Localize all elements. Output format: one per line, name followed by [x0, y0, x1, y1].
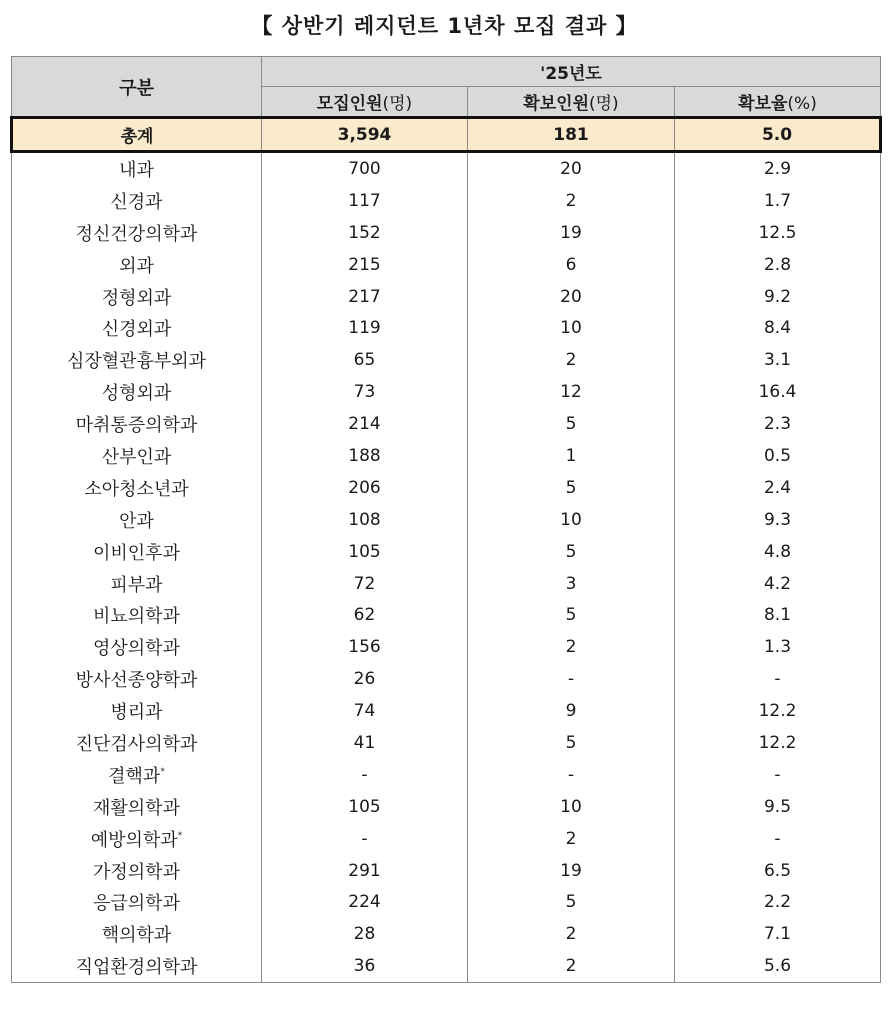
recruit-count: 700 [262, 152, 468, 185]
secured-header-unit: (명) [589, 94, 619, 114]
recruit-count: 152 [262, 217, 468, 249]
page-title: 【 상반기 레지던트 1년차 모집 결과 】 [251, 14, 638, 38]
secured-rate: 2.8 [675, 249, 881, 281]
department-name-cell [12, 472, 262, 504]
department-name-cell [12, 440, 262, 472]
department-name-cell [12, 759, 262, 791]
recruit-count: 156 [262, 631, 468, 663]
table-row [12, 823, 881, 855]
recruit-count: 74 [262, 695, 468, 727]
department-name: 마취통증의학과 [75, 415, 198, 437]
secured-rate: 8.4 [675, 312, 881, 344]
department-name: 신경과 [110, 191, 163, 213]
department-name-cell [12, 217, 262, 249]
department-name: 영상의학과 [93, 638, 180, 660]
table-row [12, 440, 881, 472]
department-name-cell [12, 918, 262, 950]
rate-header-label: 확보율 [738, 94, 788, 114]
recruit-count: 206 [262, 472, 468, 504]
table-row [12, 568, 881, 600]
secured-count: 5 [468, 472, 675, 504]
table-row [12, 663, 881, 695]
recruit-count: 217 [262, 281, 468, 313]
footnote-mark: * [160, 766, 165, 777]
table-row [12, 950, 881, 982]
department-name-cell [12, 663, 262, 695]
table-row [12, 217, 881, 249]
footnote-mark: * [177, 830, 183, 841]
secured-count: 10 [468, 312, 675, 344]
secured-rate: 12.2 [675, 695, 881, 727]
department-name-cell [12, 631, 262, 663]
department-name-cell [12, 855, 262, 887]
total-rate: 5.0 [675, 118, 881, 152]
secured-rate: 7.1 [675, 918, 881, 950]
department-name-cell [12, 312, 262, 344]
department-name-cell [12, 504, 262, 536]
table-row [12, 918, 881, 950]
table-row [12, 185, 881, 217]
department-name-cell [12, 281, 262, 313]
table-row [12, 249, 881, 281]
recruit-count: 26 [262, 663, 468, 695]
recruit-count: 291 [262, 855, 468, 887]
secured-count: - [468, 759, 675, 791]
total-secured: 181 [468, 118, 675, 152]
department-name: 안과 [119, 510, 154, 532]
secured-count: 2 [468, 631, 675, 663]
department-name: 결핵과 [108, 765, 161, 787]
secured-rate: - [675, 823, 881, 855]
department-name-cell [12, 344, 262, 376]
secured-count: 5 [468, 408, 675, 440]
secured-rate: 12.5 [675, 217, 881, 249]
secured-rate: 3.1 [675, 344, 881, 376]
table-row [12, 599, 881, 631]
table-body [12, 118, 881, 983]
department-name: 외과 [119, 255, 154, 277]
department-name: 정신건강의학과 [75, 223, 198, 245]
recruit-count: 105 [262, 536, 468, 568]
secured-count: 2 [468, 344, 675, 376]
recruit-header-label: 모집인원 [316, 94, 383, 114]
secured-count: 2 [468, 185, 675, 217]
department-name: 응급의학과 [93, 893, 180, 915]
recruit-count: 62 [262, 599, 468, 631]
department-name-cell [12, 249, 262, 281]
department-name: 병리과 [110, 702, 163, 724]
recruit-count: 188 [262, 440, 468, 472]
department-name: 내과 [119, 159, 154, 181]
department-name: 예방의학과 [90, 829, 178, 851]
table-row [12, 281, 881, 313]
secured-rate: 6.5 [675, 855, 881, 887]
department-name: 정형외과 [101, 287, 172, 309]
department-name-cell [12, 695, 262, 727]
table-row [12, 855, 881, 887]
secured-rate: 2.9 [675, 152, 881, 185]
table-row [12, 152, 881, 185]
department-name-cell [12, 376, 262, 408]
secured-rate: - [675, 759, 881, 791]
secured-count: 19 [468, 217, 675, 249]
secured-rate: 9.5 [675, 791, 881, 823]
recruit-header [262, 87, 468, 118]
recruit-header-unit: (명) [382, 94, 413, 114]
rate-header-unit: (%) [787, 94, 817, 114]
secured-rate: 9.3 [675, 504, 881, 536]
table-row [12, 695, 881, 727]
year-header: '25년도 [262, 57, 881, 87]
secured-rate: 0.5 [675, 440, 881, 472]
recruit-count: 72 [262, 568, 468, 600]
recruit-count: 65 [262, 344, 468, 376]
recruit-count: 28 [262, 918, 468, 950]
recruit-count: 108 [262, 504, 468, 536]
department-name-cell [12, 536, 262, 568]
category-header: 구분 [12, 57, 262, 118]
table-row [12, 791, 881, 823]
table-row [12, 344, 881, 376]
department-name: 방사선종양학과 [75, 670, 198, 692]
secured-rate: 12.2 [675, 727, 881, 759]
secured-count: 6 [468, 249, 675, 281]
rate-header [675, 87, 881, 118]
table-row [12, 376, 881, 408]
department-name-cell [12, 886, 262, 918]
secured-rate: - [675, 663, 881, 695]
table-row [12, 631, 881, 663]
recruit-count: 215 [262, 249, 468, 281]
secured-count: 3 [468, 568, 675, 600]
table-row [12, 312, 881, 344]
department-name: 재활의학과 [93, 797, 180, 819]
table-row [12, 727, 881, 759]
department-name-cell [12, 152, 262, 185]
table-row [12, 886, 881, 918]
total-label: 총계 [12, 118, 262, 152]
total-row [12, 118, 881, 152]
recruit-count: 41 [262, 727, 468, 759]
secured-rate: 2.4 [675, 472, 881, 504]
department-name: 성형외과 [101, 383, 172, 405]
table-header [12, 57, 881, 118]
department-name: 진단검사의학과 [75, 733, 198, 755]
recruit-count: 224 [262, 886, 468, 918]
department-name: 신경외과 [101, 319, 172, 341]
recruitment-results-table [10, 56, 882, 983]
recruit-count: 119 [262, 312, 468, 344]
department-name: 가정의학과 [93, 861, 180, 883]
secured-count: 10 [468, 504, 675, 536]
department-name: 이비인후과 [93, 542, 180, 564]
department-name: 피부과 [110, 574, 163, 596]
department-name: 비뇨의학과 [93, 606, 180, 628]
department-name-cell [12, 791, 262, 823]
recruit-count: - [262, 759, 468, 791]
secured-count: 20 [468, 281, 675, 313]
recruit-count: 36 [262, 950, 468, 982]
department-name-cell [12, 727, 262, 759]
table-row [12, 536, 881, 568]
recruit-count: 73 [262, 376, 468, 408]
recruit-count: - [262, 823, 468, 855]
secured-header [468, 87, 675, 118]
secured-count: 5 [468, 727, 675, 759]
recruit-count: 214 [262, 408, 468, 440]
secured-rate: 9.2 [675, 281, 881, 313]
department-name: 핵의학과 [101, 925, 172, 947]
secured-count: 10 [468, 791, 675, 823]
secured-count: 9 [468, 695, 675, 727]
table-row [12, 472, 881, 504]
secured-rate: 4.2 [675, 568, 881, 600]
secured-rate: 4.8 [675, 536, 881, 568]
table-row [12, 759, 881, 791]
department-name-cell [12, 599, 262, 631]
secured-count: 2 [468, 918, 675, 950]
secured-count: 5 [468, 886, 675, 918]
secured-rate: 16.4 [675, 376, 881, 408]
department-name: 직업환경의학과 [75, 957, 198, 979]
department-name: 산부인과 [101, 446, 172, 468]
secured-count: 20 [468, 152, 675, 185]
department-name-cell [12, 185, 262, 217]
secured-count: 2 [468, 950, 675, 982]
secured-count: 19 [468, 855, 675, 887]
recruit-count: 105 [262, 791, 468, 823]
secured-rate: 8.1 [675, 599, 881, 631]
secured-count: 5 [468, 536, 675, 568]
table-row [12, 408, 881, 440]
secured-count: 1 [468, 440, 675, 472]
secured-count: 5 [468, 599, 675, 631]
secured-rate: 1.7 [675, 185, 881, 217]
total-recruit: 3,594 [262, 118, 468, 152]
secured-count: 2 [468, 823, 675, 855]
department-name-cell [12, 823, 262, 855]
secured-rate: 2.2 [675, 886, 881, 918]
table-row [12, 504, 881, 536]
secured-rate: 1.3 [675, 631, 881, 663]
secured-count: - [468, 663, 675, 695]
department-name: 심장혈관흉부외과 [66, 351, 207, 373]
secured-header-label: 확보인원 [523, 94, 589, 114]
secured-count: 12 [468, 376, 675, 408]
department-name-cell [12, 568, 262, 600]
secured-rate: 5.6 [675, 950, 881, 982]
secured-rate: 2.3 [675, 408, 881, 440]
department-name: 소아청소년과 [84, 478, 189, 500]
recruit-count: 117 [262, 185, 468, 217]
department-name-cell [12, 950, 262, 982]
department-name-cell [12, 408, 262, 440]
